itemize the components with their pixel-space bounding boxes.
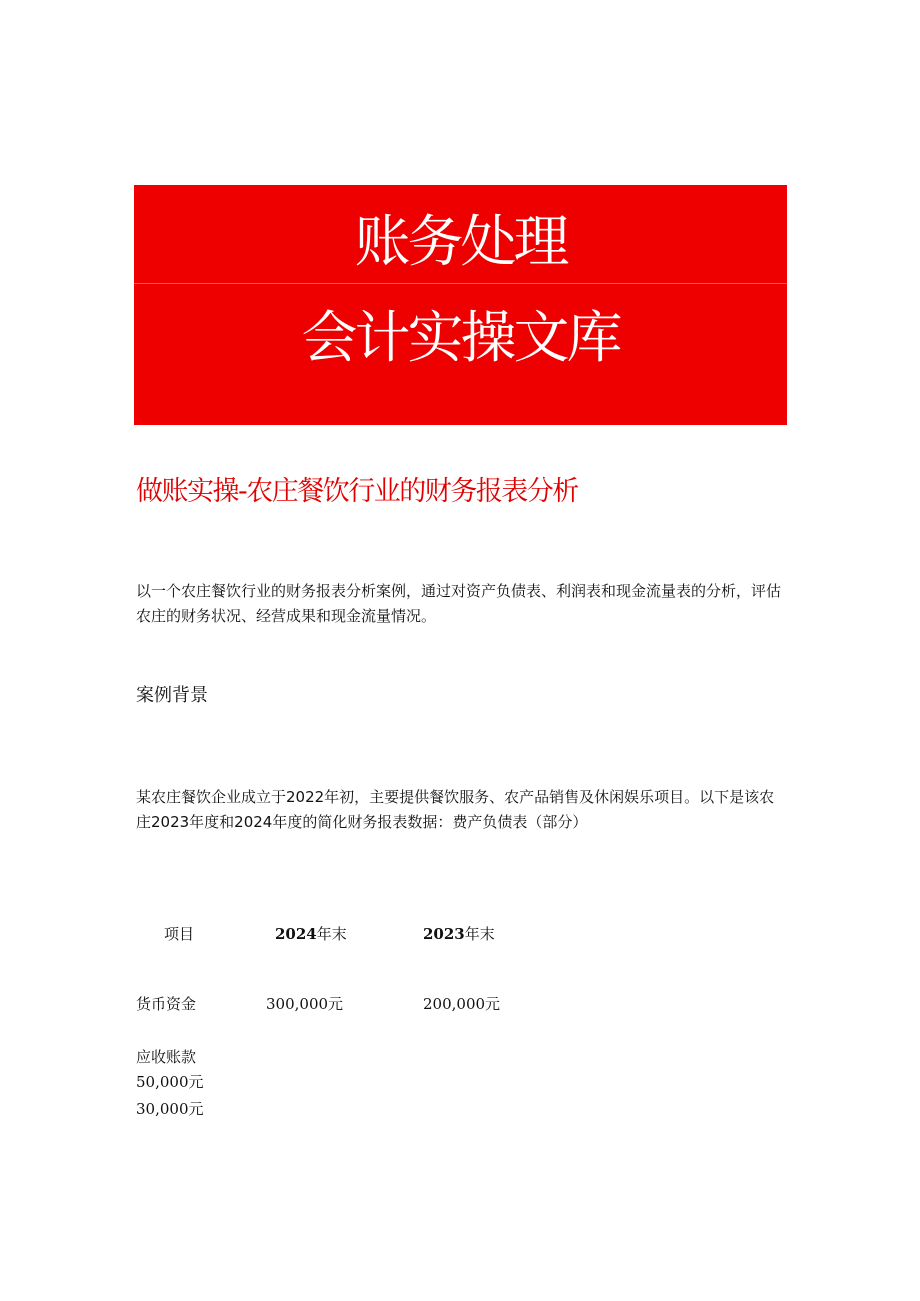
banner-title-line2: 会计实操文库 bbox=[301, 306, 620, 371]
header-suffix-2024: 年末 bbox=[316, 925, 347, 943]
table-header-item: 项目 bbox=[164, 925, 195, 943]
background-paragraph: 某农庄餐饮企业成立于2022年初，主要提供餐饮服务、农产品销售及休闲娱乐项目。以下是该农庄2023年度和2024年度的简化财务报表数据：费产负债表（部分） bbox=[136, 788, 775, 831]
row-cash-label: 货币资金 bbox=[136, 995, 197, 1013]
banner-divider bbox=[134, 283, 787, 284]
document-title: 做账实操-农庄餐饮行业的财务报表分析 bbox=[136, 476, 578, 507]
header-year-2024: 2024 bbox=[275, 925, 317, 943]
row-cash-2023-value: 200,000 bbox=[423, 995, 486, 1013]
intro-paragraph: 以一个农庄餐饮行业的财务报表分析案例，通过对资产负债表、利润表和现金流量表的分析，评估农庄的财务状况、经营成果和现金流量情况。 bbox=[136, 582, 782, 625]
banner-title-line1: 账务处理 bbox=[354, 210, 567, 275]
row-cash-2023 bbox=[423, 993, 500, 1015]
row-receivables-2023 bbox=[136, 1098, 204, 1120]
row-receivables-2024-unit: 元 bbox=[188, 1073, 204, 1091]
row-receivables-label: 应收账款 bbox=[136, 1048, 197, 1066]
row-receivables-2023-unit: 元 bbox=[188, 1100, 204, 1118]
row-cash-2024-unit: 元 bbox=[328, 995, 344, 1013]
header-banner bbox=[134, 185, 787, 425]
header-year-2023: 2023 bbox=[423, 925, 465, 943]
row-cash-2024-value: 300,000 bbox=[266, 995, 329, 1013]
section-heading: 案例背景 bbox=[136, 685, 208, 706]
row-cash-2024 bbox=[266, 993, 343, 1015]
header-suffix-2023: 年末 bbox=[464, 925, 495, 943]
row-receivables-2024 bbox=[136, 1071, 204, 1093]
row-receivables-2024-value: 50,000 bbox=[136, 1073, 189, 1091]
table-header-2023 bbox=[423, 923, 495, 945]
row-receivables-2023-value: 30,000 bbox=[136, 1100, 189, 1118]
table-header-2024 bbox=[275, 923, 347, 945]
row-cash-2023-unit: 元 bbox=[485, 995, 501, 1013]
